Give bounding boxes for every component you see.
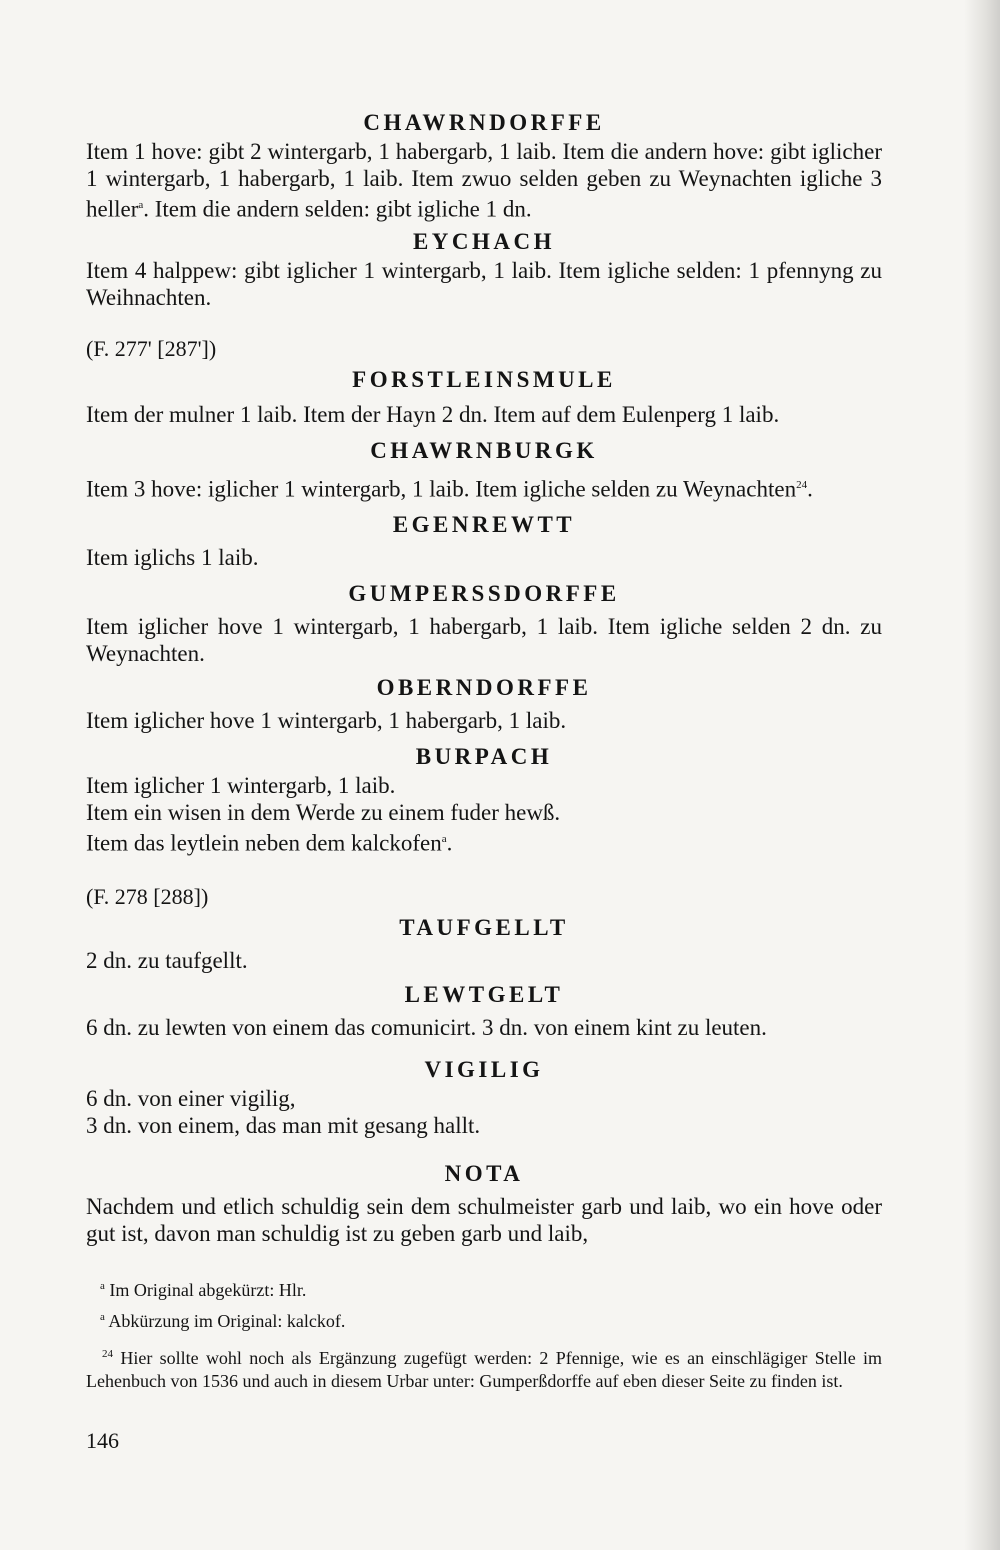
heading-chawrnburgk: CHAWRNBURGK [370, 437, 598, 463]
paragraph-vigilig: 6 dn. von einer vigilig, 3 dn. von einem, das man mit gesang hallt. [86, 1085, 481, 1138]
paragraph-taufgellt: 2 dn. zu taufgellt. [86, 947, 248, 973]
paragraph-burpach: Item iglicher 1 wintergarb, 1 laib. Item ein wisen in dem Werde zu einem fuder hewß. Item das leytlein neben dem kalckofen$^a$. [86, 773, 561, 856]
paragraph-egenrewtt: Item iglichs 1 laib. [86, 545, 259, 571]
heading-eychach: EYCHACH [412, 228, 556, 254]
heading-nota: NOTA [444, 1160, 524, 1186]
folio-marker-278: (F. 278 [288]) [86, 883, 209, 909]
footnote-24: $^{24}$ Hier sollte wohl noch als Ergänzung zugefügt werden: 2 Pfennige, wie es an einschlägiger Stelle im Lehenbuch von 1536 und auch in diesem Urbar unter: Gumperßdorffe auf eben dieser Seite zu finden ist. [86, 1347, 883, 1391]
paragraph-chawrndorffe: Item 1 hove: gibt 2 wintergarb, 1 habergarb, 1 laib. Item die andern hove: gibt iglicher 1 wintergarb, 1 habergarb, 1 laib. Item zwuo selden geben zu Weynachten igliche 3 heller$^a$. Item die andern selden: gibt igliche 1 dn. [86, 139, 882, 222]
paragraph-gumperssdorffe: Item iglicher hove 1 wintergarb, 1 habergarb, 1 laib. Item igliche selden 2 dn. zu Weynachten. [86, 614, 882, 667]
heading-egenrewtt: EGENREWTT [392, 512, 576, 538]
footnotes [86, 1275, 882, 1393]
page-body [86, 108, 882, 1393]
page-edge-shadow [964, 0, 1000, 1550]
footnote-a-1: $^a$ Im Original abgekürzt: Hlr. [100, 1279, 307, 1300]
page-number: 146 [86, 1428, 119, 1453]
paragraph-eychach: Item 4 halppew: gibt iglicher 1 wintergarb, 1 laib. Item igliche selden: 1 pfennyng zu Weihnachten. [86, 257, 882, 310]
paragraph-forstleinsmule: Item der mulner 1 laib. Item der Hayn 2 dn. Item auf dem Eulenperg 1 laib. [86, 401, 780, 427]
paragraph-lewtgelt: 6 dn. zu lewten von einem das comunicirt. 3 dn. von einem kint zu leuten. [86, 1014, 767, 1040]
heading-forstleinsmule: FORSTLEINSMULE [352, 366, 616, 392]
heading-burpach: BURPACH [415, 744, 553, 770]
heading-chawrndorffe: CHAWRNDORFFE [363, 110, 605, 135]
footnote-a-2: $^a$ Abkürzung im Original: kalckof. [100, 1310, 346, 1331]
paragraph-nota: Nachdem und etlich schuldig sein dem schulmeister garb und laib, wo ein hove oder gut ist, davon man schuldig ist zu geben garb und laib, [86, 1193, 882, 1246]
heading-taufgellt: TAUFGELLT [399, 914, 569, 940]
folio-marker-277: (F. 277' [287']) [86, 335, 217, 361]
paragraph-chawrnburgk: Item 3 hove: iglicher 1 wintergarb, 1 laib. Item igliche selden zu Weynachten$^{24}$. [86, 476, 813, 502]
heading-lewtgelt: LEWTGELT [404, 981, 564, 1007]
heading-oberndorffe: OBERNDORFFE [376, 675, 592, 701]
heading-vigilig: VIGILIG [424, 1056, 544, 1082]
heading-gumperssdorffe: GUMPERSSDORFFE [348, 581, 620, 607]
paragraph-oberndorffe: Item iglicher hove 1 wintergarb, 1 habergarb, 1 laib. [86, 708, 567, 734]
